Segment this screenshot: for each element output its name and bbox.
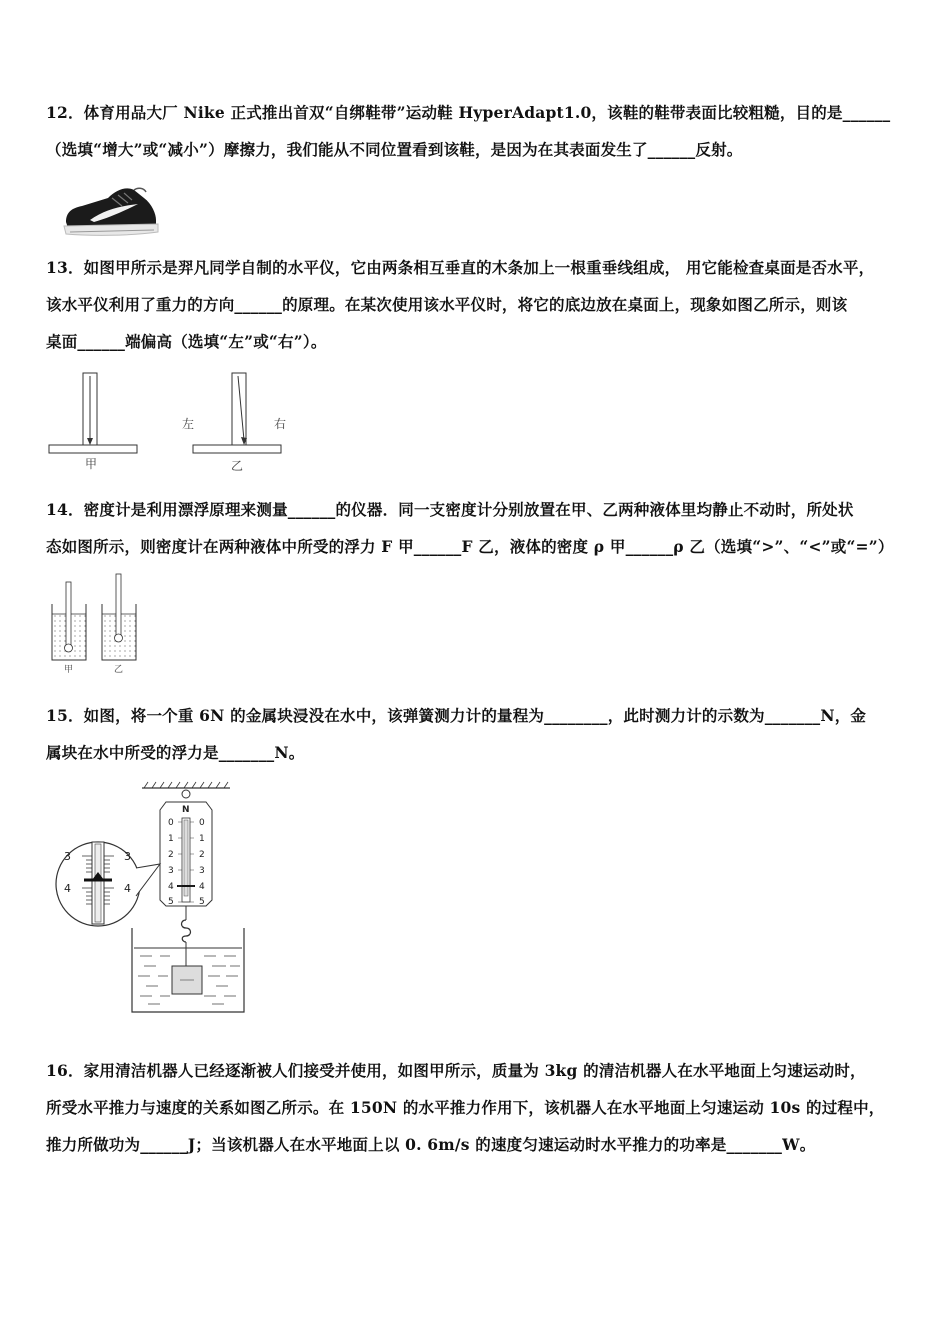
question-15 bbox=[46, 697, 906, 771]
question-16-line-1: 16．家用清洁机器人已经逐渐被人们接受并使用，如图甲所示，质量为 3kg 的清洁机器人在水平地面上匀速运动时， bbox=[46, 1061, 866, 1080]
label-yi: 乙 bbox=[231, 459, 244, 473]
scale-right-4: 4 bbox=[199, 882, 205, 892]
question-16 bbox=[46, 1052, 906, 1163]
scale-unit: N bbox=[182, 805, 190, 815]
beaker-label-jia: 甲 bbox=[64, 665, 74, 675]
level-figure bbox=[46, 370, 296, 478]
scale-right-3: 3 bbox=[199, 866, 205, 876]
question-12 bbox=[46, 94, 906, 168]
question-14-line-2: 态如图所示，则密度计在两种液体中所受的浮力 F 甲______F 乙，液体的密度 ρ 甲______ρ 乙（选填“>”、“<”或“=”） bbox=[46, 537, 894, 556]
question-13-line-3: 桌面______端偏高（选填“左”或“右”）。 bbox=[46, 332, 327, 351]
label-left: 左 bbox=[182, 417, 195, 431]
spring-scale bbox=[160, 802, 212, 966]
label-right: 右 bbox=[274, 417, 287, 431]
question-14-line-1: 14．密度计是利用漂浮原理来测量______的仪器．同一支密度计分别放置在甲、乙两种液体里均静止不动时，所处状 bbox=[46, 500, 854, 519]
zoom-left-3: 3 bbox=[64, 850, 71, 863]
zoom-right-3: 3 bbox=[124, 850, 131, 863]
question-14 bbox=[46, 491, 906, 565]
question-16-line-2: 所受水平推力与速度的关系如图乙所示。在 150N 的水平推力作用下，该机器人在水平地面上匀速运动 10s 的过程中， bbox=[46, 1098, 885, 1117]
scale-left-4: 4 bbox=[168, 882, 174, 892]
question-12-line-2: （选填“增大”或“减小”）摩擦力，我们能从不同位置看到该鞋，是因为在其表面发生了______反射。 bbox=[46, 140, 743, 159]
spring-scale-figure bbox=[52, 780, 248, 1020]
beaker-jia bbox=[52, 582, 86, 675]
beaker-yi bbox=[102, 574, 136, 675]
scale-right-0: 0 bbox=[199, 818, 205, 828]
scale-left-5: 5 bbox=[168, 897, 174, 907]
scale-right-2: 2 bbox=[199, 850, 205, 860]
level-figure-jia bbox=[49, 373, 137, 471]
beaker-label-yi: 乙 bbox=[114, 665, 124, 675]
zoom-right-4: 4 bbox=[124, 882, 131, 895]
scale-right-5: 5 bbox=[199, 897, 205, 907]
question-15-line-2: 属块在水中所受的浮力是_______N。 bbox=[46, 743, 305, 762]
question-13 bbox=[46, 249, 906, 360]
scale-left-0: 0 bbox=[168, 818, 174, 828]
question-15-line-1: 15．如图，将一个重 6N 的金属块浸没在水中，该弹簧测力计的量程为________，此时测力计的示数为_______N，金 bbox=[46, 706, 867, 725]
scale-right-1: 1 bbox=[199, 834, 205, 844]
water-beaker bbox=[132, 928, 244, 1012]
level-figure-yi bbox=[182, 373, 286, 473]
scale-left-1: 1 bbox=[168, 834, 174, 844]
question-12-line-1: 12．体育用品大厂 Nike 正式推出首双“自绑鞋带”运动鞋 HyperAdapt1.0，该鞋的鞋带表面比较粗糙，目的是______ bbox=[46, 103, 891, 122]
zoom-callout bbox=[56, 842, 160, 926]
scale-left-2: 2 bbox=[168, 850, 174, 860]
question-13-line-1: 13．如图甲所示是羿凡同学自制的水平仪，它由两条相互垂直的木条加上一根重垂线组成， 用它能检查桌面是否水平， bbox=[46, 258, 875, 277]
label-jia: 甲 bbox=[85, 457, 98, 471]
scale-left-3: 3 bbox=[168, 866, 174, 876]
hydrometer-figure bbox=[48, 574, 148, 674]
ceiling-support bbox=[142, 782, 230, 798]
sneaker-image bbox=[60, 184, 160, 238]
question-16-line-3: 推力所做功为______J；当该机器人在水平地面上以 0. 6m/s 的速度匀速运动时水平推力的功率是_______W。 bbox=[46, 1135, 816, 1154]
question-13-line-2: 该水平仪利用了重力的方向______的原理。在某次使用该水平仪时，将它的底边放在桌面上，现象如图乙所示，则该 bbox=[46, 295, 848, 314]
zoom-left-4: 4 bbox=[64, 882, 71, 895]
